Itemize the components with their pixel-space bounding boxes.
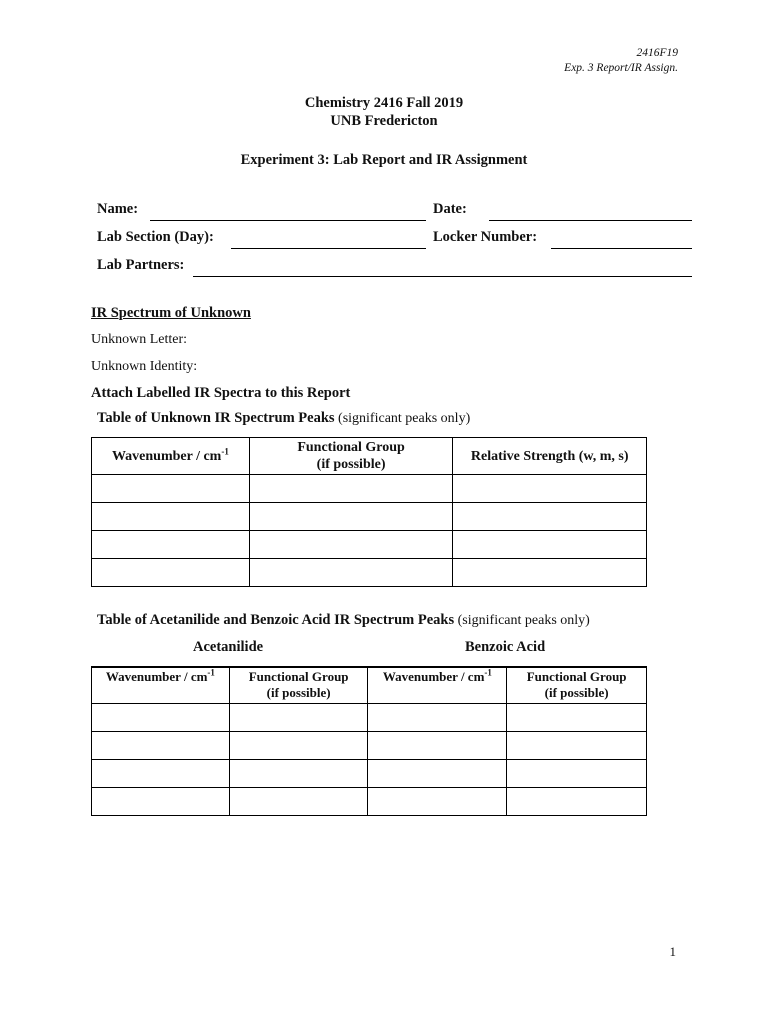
table1-caption [97, 410, 470, 427]
table2-caption-note: (significant peaks only) [454, 613, 590, 628]
table2-caption [97, 612, 590, 629]
title-course: Chemistry 2416 Fall 2019 [304, 95, 464, 111]
table-cell[interactable] [453, 559, 647, 587]
table-cell[interactable] [229, 732, 368, 760]
table-cell[interactable] [229, 788, 368, 816]
unknown-identity-label: Unknown Identity: [91, 359, 198, 374]
table-cell[interactable] [368, 788, 507, 816]
table1-caption-bold: Table of Unknown IR Spectrum Peaks [97, 410, 335, 426]
page-number: 1 [669, 944, 676, 959]
header-benzoic-wavenumber: Wavenumber / $cm^{-1}$ [368, 667, 507, 704]
table-cell[interactable] [92, 531, 250, 559]
reference-peaks-table [91, 666, 647, 816]
table-cell[interactable] [368, 704, 507, 732]
header-benzoic-functional-group: Functional Group (if possible) [507, 667, 647, 704]
table-cell[interactable] [92, 732, 230, 760]
table-cell[interactable] [507, 732, 647, 760]
header-acetanilide-wavenumber: Wavenumber / $cm^{-1}$ [92, 667, 230, 704]
header-functional-group: Functional Group (if possible) [249, 438, 453, 475]
table-cell[interactable] [229, 760, 368, 788]
unknown-letter-label: Unknown Letter: [91, 332, 188, 347]
name-label: Name: [97, 201, 139, 217]
acetanilide-label: Acetanilide [193, 639, 264, 655]
attach-instruction: Attach Labelled IR Spectra to this Report [91, 385, 351, 401]
table-row [92, 559, 647, 587]
lab-section-field[interactable] [231, 248, 426, 249]
table2-caption-bold: Table of Acetanilide and Benzoic Acid IR Spectrum Peaks [97, 612, 455, 628]
table-cell[interactable] [92, 704, 230, 732]
table-row [92, 531, 647, 559]
table-cell[interactable] [368, 732, 507, 760]
table-cell[interactable] [92, 475, 250, 503]
course-code: 2416F19 [636, 47, 678, 59]
locker-field[interactable] [551, 248, 692, 249]
table-header-row [92, 438, 647, 475]
experiment-title: Experiment 3: Lab Report and IR Assignment [240, 152, 528, 168]
table-cell[interactable] [92, 760, 230, 788]
table-cell[interactable] [249, 531, 453, 559]
table-row [92, 475, 647, 503]
table-row [92, 732, 647, 760]
table-cell[interactable] [249, 503, 453, 531]
name-field[interactable] [150, 220, 426, 221]
table-row [92, 788, 647, 816]
lab-section-label: Lab Section (Day): [97, 229, 214, 245]
lab-partners-field[interactable] [193, 276, 692, 277]
table-cell[interactable] [92, 503, 250, 531]
unknown-peaks-table [91, 437, 647, 587]
benzoic-acid-label: Benzoic Acid [465, 639, 546, 655]
table-cell[interactable] [229, 704, 368, 732]
document-subtitle: Exp. 3 Report/IR Assign. [564, 62, 678, 74]
table-cell[interactable] [453, 531, 647, 559]
table-row [92, 760, 647, 788]
section-heading: IR Spectrum of Unknown [91, 305, 251, 321]
table-header-row [92, 667, 647, 704]
table-cell[interactable] [249, 559, 453, 587]
header-wavenumber: Wavenumber / $cm^{-1}$ [92, 438, 250, 475]
table-cell[interactable] [249, 475, 453, 503]
lab-partners-label: Lab Partners: [97, 257, 185, 273]
header-acetanilide-functional-group: Functional Group (if possible) [229, 667, 368, 704]
locker-label: Locker Number: [433, 229, 538, 245]
table-cell[interactable] [507, 704, 647, 732]
table-cell[interactable] [92, 788, 230, 816]
table-cell[interactable] [453, 503, 647, 531]
header-relative-strength: Relative Strength (w, m, s) [453, 438, 647, 475]
table-row [92, 704, 647, 732]
table-cell[interactable] [507, 788, 647, 816]
title-institution: UNB Fredericton [330, 113, 438, 129]
table-row [92, 503, 647, 531]
table1-caption-note: (significant peaks only) [334, 411, 471, 426]
table-cell[interactable] [92, 559, 250, 587]
table-cell[interactable] [368, 760, 507, 788]
date-field[interactable] [489, 220, 692, 221]
document-header [564, 46, 678, 76]
date-label: Date: [433, 201, 467, 217]
table-cell[interactable] [507, 760, 647, 788]
document-title [0, 94, 768, 130]
table-cell[interactable] [453, 475, 647, 503]
